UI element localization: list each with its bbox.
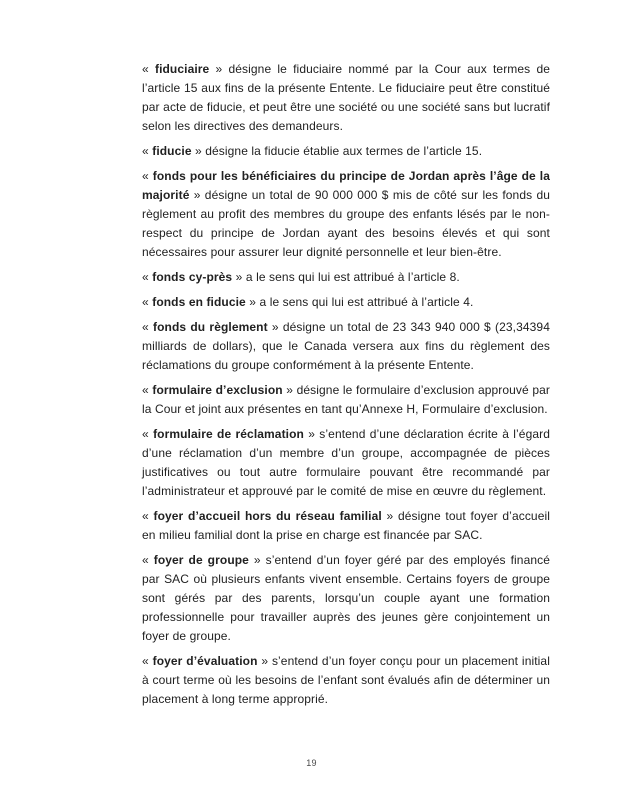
definition-text: s’entend d’une déclaration écrite à l’égard d’une réclamation d’un membre d’un groupe, accompagnée de pièces justificatives ou tout autre formulaire pouvant être recommandé par l’administrateur et approuvé par le comité de mise en œuvre du règlement. xyxy=(142,427,550,498)
definition-paragraph-formulaire-reclamation xyxy=(142,425,550,501)
open-guillemet: « xyxy=(142,383,153,397)
definition-text: désigne un total de 90 000 000 $ mis de côté sur les fonds du règlement au profit des membres du groupe des enfants lésés par le non-respect du principe de Jordan ayant des besoins élevés et qui sont nécessaires pour assurer leur dignité personnelle et leur bien-être. xyxy=(142,188,550,259)
open-guillemet: « xyxy=(142,144,153,158)
definition-paragraph-formulaire-exclusion xyxy=(142,381,550,419)
open-guillemet: « xyxy=(142,320,153,334)
definition-paragraph-fonds-beneficiaires-jordan xyxy=(142,167,550,262)
defined-term: fiduciaire xyxy=(154,62,210,76)
open-guillemet: « xyxy=(142,427,154,441)
close-guillemet: » xyxy=(209,62,223,76)
close-guillemet: » xyxy=(191,144,202,158)
open-guillemet: « xyxy=(142,62,155,76)
definition-paragraph-fonds-du-reglement xyxy=(142,318,550,375)
defined-term: fiducie xyxy=(152,144,192,158)
defined-term: formulaire d’exclusion xyxy=(152,383,283,397)
definition-paragraph-fonds-cy-pres xyxy=(142,268,550,287)
open-guillemet: « xyxy=(142,295,153,309)
defined-term: fonds pour les bénéficiaires du principe de Jordan après l’âge de la majorité xyxy=(142,169,550,202)
definition-paragraph-foyer-accueil-hors-reseau xyxy=(142,507,550,545)
defined-term: foyer d’évaluation xyxy=(152,654,258,668)
open-guillemet: « xyxy=(142,654,153,668)
close-guillemet: » xyxy=(189,188,201,202)
open-guillemet: « xyxy=(142,169,153,183)
definition-text: désigne la fiducie établie aux termes de l’article 15. xyxy=(201,144,483,158)
definition-paragraph-fiducie xyxy=(142,142,550,161)
open-guillemet: « xyxy=(142,270,153,284)
open-guillemet: « xyxy=(142,509,154,523)
definition-text: a le sens qui lui est attribué à l’article 8. xyxy=(242,270,460,284)
definition-text: désigne un total de 23 343 940 000 $ (23,34394 milliards de dollars), que le Canada versera aux fins du règlement des réclamations du groupe conformément à la présente Entente. xyxy=(142,320,550,372)
definition-text: s’entend d’un foyer géré par des employés financé par SAC où plusieurs enfants vivent ensemble. Certains foyers de groupe sont gérés par des parents, lorsqu’un couple ayant une formation professionnelle pour travailler auprès des jeunes gère conjointement un foyer de groupe. xyxy=(142,553,550,643)
close-guillemet: » xyxy=(248,553,261,567)
definition-paragraph-fonds-en-fiducie xyxy=(142,293,550,312)
defined-term: fonds du règlement xyxy=(152,320,268,334)
definition-paragraph-foyer-evaluation xyxy=(142,652,550,709)
defined-term: formulaire de réclamation xyxy=(153,427,304,441)
close-guillemet: » xyxy=(303,427,316,441)
close-guillemet: » xyxy=(232,270,243,284)
definition-paragraph-fiduciaire xyxy=(142,60,550,136)
close-guillemet: » xyxy=(267,320,279,334)
close-guillemet: » xyxy=(282,383,294,397)
defined-term: foyer d’accueil hors du réseau familial xyxy=(153,509,382,523)
definition-text: désigne le formulaire d’exclusion approuvé par la Cour et joint aux présentes en tant qu’Annexe H, Formulaire d’exclusion. xyxy=(142,383,551,416)
definitions-section xyxy=(142,60,550,715)
open-guillemet: « xyxy=(142,553,154,567)
defined-term: fonds cy-près xyxy=(152,270,233,284)
close-guillemet: » xyxy=(257,654,269,668)
definition-text: a le sens qui lui est attribué à l’article 4. xyxy=(256,295,474,309)
definition-text: désigne le fiduciaire nommé par la Cour aux termes de l’article 15 aux fins de la présente Entente. Le fiduciaire peut être constitué par acte de fiducie, et peut être une société ou une société sans but lucratif selon les directives des demandeurs. xyxy=(142,62,550,133)
definition-text: désigne tout foyer d’accueil en milieu familial dont la prise en charge est financée par SAC. xyxy=(142,509,550,542)
definition-text: s’entend d’un foyer conçu pour un placement initial à court terme où les besoins de l’enfant sont évalués afin de déterminer un placement à long terme approprié. xyxy=(142,654,550,706)
defined-term: fonds en fiducie xyxy=(152,295,246,309)
close-guillemet: » xyxy=(381,509,394,523)
defined-term: foyer de groupe xyxy=(153,553,249,567)
definition-paragraph-foyer-de-groupe xyxy=(142,551,550,646)
close-guillemet: » xyxy=(245,295,257,309)
page-number: 19 xyxy=(306,758,317,768)
